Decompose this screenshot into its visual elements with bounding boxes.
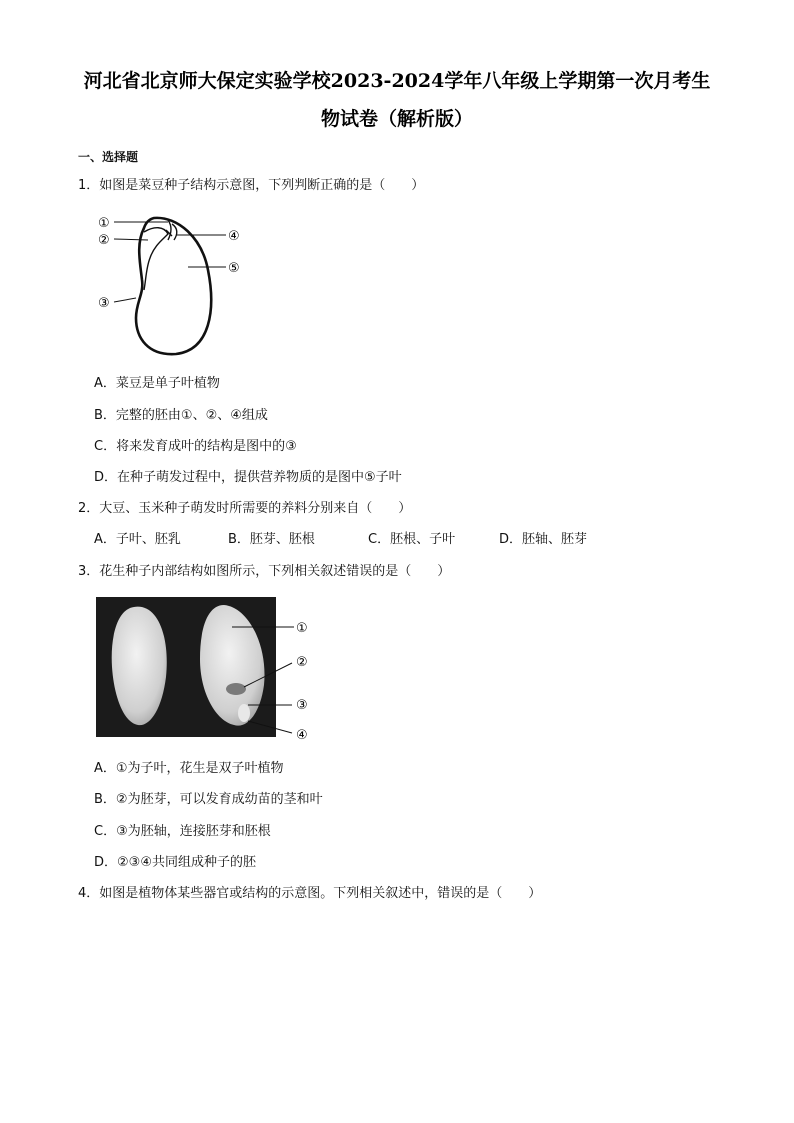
question-1-option-c: C．将来发育成叶的结构是图中的③	[94, 439, 297, 454]
photo-label-2: ②	[296, 655, 308, 670]
question-1-stem: 1．如图是菜豆种子结构示意图，下列判断正确的是（ ）	[78, 178, 425, 193]
label-1: ①	[98, 216, 110, 231]
embryo-axis-outline	[144, 228, 168, 290]
question-3-option-d: D．②③④共同组成种子的胚	[94, 855, 256, 870]
photo-label-3: ③	[296, 698, 308, 713]
question-2-stem: 2．大豆、玉米种子萌发时所需要的养料分别来自（ ）	[78, 501, 412, 516]
bean-seed-svg	[92, 210, 252, 360]
cotyledon-left	[112, 607, 167, 725]
page-title-line-2: 物试卷（解析版）	[320, 108, 473, 130]
question-3-option-b: B．②为胚芽，可以发育成幼苗的茎和叶	[94, 792, 323, 807]
embryo-plumule	[226, 683, 246, 695]
embryo-radicle	[238, 704, 250, 722]
cotyledon-right	[200, 605, 265, 726]
photo-label-4: ④	[296, 728, 308, 743]
question-3-stem: 3．花生种子内部结构如图所示，下列相关叙述错误的是（ ）	[78, 564, 451, 579]
bean-seed-diagram	[92, 210, 252, 360]
question-3-option-a: A．①为子叶，花生是双子叶植物	[94, 761, 284, 776]
question-2-option-b: B．胚芽、胚根	[228, 532, 315, 547]
seed-coat-outline	[136, 218, 211, 354]
question-1-option-d: D．在种子萌发过程中，提供营养物质的是图中⑤子叶	[94, 470, 402, 485]
peanut-seed-svg	[96, 597, 326, 747]
question-2-option-a: A．子叶、胚乳	[94, 532, 181, 547]
question-4-stem: 4．如图是植物体某些器官或结构的示意图。下列相关叙述中，错误的是（ ）	[78, 886, 542, 901]
page-title-line-1: 河北省北京师大保定实验学校2023-2024学年八年级上学期第一次月考生	[83, 70, 711, 92]
question-3-option-c: C．③为胚轴，连接胚芽和胚根	[94, 824, 271, 839]
label-4: ④	[228, 229, 240, 244]
photo-label-1: ①	[296, 621, 308, 636]
section-heading: 一、选择题	[78, 150, 139, 164]
question-1-option-b: B．完整的胚由①、②、④组成	[94, 408, 268, 423]
peanut-seed-photo	[96, 597, 326, 747]
label-5: ⑤	[228, 261, 240, 276]
label-2: ②	[98, 233, 110, 248]
question-2-option-c: C．胚根、子叶	[368, 532, 456, 547]
label-3: ③	[98, 296, 110, 311]
question-1-option-a: A．菜豆是单子叶植物	[94, 376, 220, 391]
question-2-option-d: D．胚轴、胚芽	[499, 532, 588, 547]
